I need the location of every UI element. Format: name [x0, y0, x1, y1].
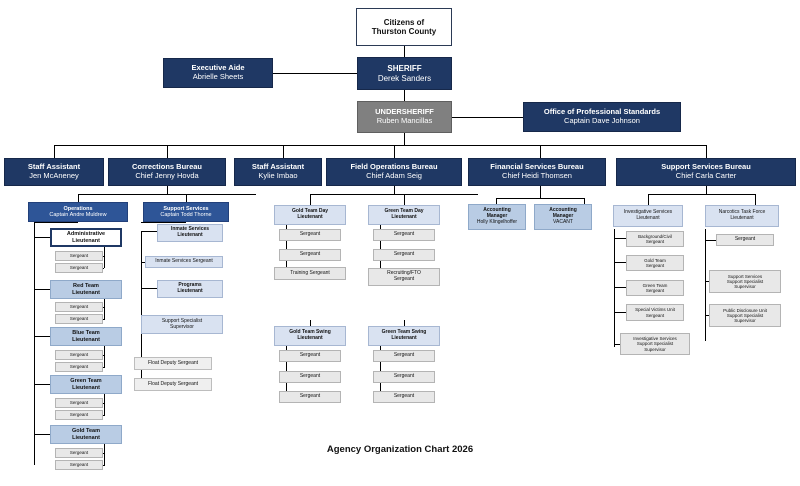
- node-gold-swing-sergeant-2-label: Sergeant: [299, 373, 321, 380]
- node-executive-aide[interactable]: [163, 58, 273, 88]
- node-narcotics-lt-line1: Narcotics Task Force: [718, 209, 766, 216]
- node-public-disclosure-line1: Public Disclosure Unit: [723, 307, 767, 313]
- node-accounting-manager-1-line2: Manager: [486, 213, 508, 220]
- node-inv-support-spec-line3: Supervisor: [644, 346, 666, 352]
- node-admin-sergeant-1-label: Sergeant: [69, 253, 89, 259]
- node-green-swing-sergeant-1[interactable]: [373, 350, 435, 362]
- node-gold-sergeant-2[interactable]: [55, 460, 103, 470]
- connector: [452, 117, 523, 118]
- connector: [540, 186, 541, 198]
- connector: [141, 288, 157, 289]
- node-gold-day-sergeant-2[interactable]: [279, 249, 341, 261]
- node-administrative-lieutenant[interactable]: [50, 228, 122, 247]
- node-gold-sergeant-1-label: Sergeant: [69, 450, 89, 456]
- node-green-team-swing-lieutenant[interactable]: [368, 326, 440, 346]
- connector: [540, 145, 541, 158]
- connector: [648, 194, 649, 205]
- node-svu-sergeant-line1: Special Victims Unit: [635, 307, 675, 313]
- node-support-spec-sup-corr-line1: Support Specialist: [161, 317, 203, 324]
- node-accounting-manager-2-line3: VACANT: [553, 218, 573, 225]
- node-field-operations-line2: Chief Adam Seig: [366, 171, 422, 180]
- node-gold-swing-sergeant-2[interactable]: [279, 371, 341, 383]
- node-undersheriff-line2: Ruben Mancillas: [376, 116, 433, 125]
- node-operations[interactable]: [28, 202, 128, 222]
- node-red-sergeant-2-label: Sergeant: [69, 316, 89, 322]
- node-float-deputy-sergeant-1-label: Float Deputy Sergeant: [147, 359, 199, 366]
- node-float-deputy-sergeant-2[interactable]: [134, 378, 212, 391]
- node-green-swing-sergeant-3[interactable]: [373, 391, 435, 403]
- node-ops-line2: Captain Dave Johnson: [564, 116, 640, 125]
- node-green-team-day-lt-line2: Lieutenant: [391, 214, 417, 220]
- node-office-professional-standards[interactable]: [523, 102, 681, 132]
- node-green-team-day-lieutenant[interactable]: [368, 205, 440, 225]
- node-public-disclosure-line2: Support Specialist: [726, 312, 764, 318]
- connector: [167, 145, 168, 158]
- node-red-sergeant-2[interactable]: [55, 314, 103, 324]
- node-gold-team-swing-lieutenant[interactable]: [274, 326, 346, 346]
- node-gold-team-lt-corr-line2: Lieutenant: [72, 434, 100, 441]
- node-programs-lt-line2: Lieutenant: [177, 288, 203, 294]
- node-investigative-services-lt-line1: Investigative Services: [623, 209, 673, 216]
- connector: [310, 194, 311, 205]
- node-gold-day-sergeant-2-label: Sergeant: [299, 251, 321, 258]
- node-field-operations-bureau[interactable]: [326, 158, 462, 186]
- node-recruiting-fto-line1: Recruiting/FTO: [387, 270, 421, 277]
- connector: [34, 237, 50, 238]
- node-gold-team-sergeant-line1: Gold Team: [644, 257, 666, 263]
- node-float-deputy-sergeant-1[interactable]: [134, 357, 212, 370]
- node-green-team-sergeant[interactable]: [626, 280, 684, 296]
- node-public-disclosure-unit[interactable]: [709, 304, 781, 327]
- node-financial-services-bureau[interactable]: [468, 158, 606, 186]
- node-accounting-manager-1[interactable]: [468, 204, 526, 230]
- node-green-sergeant-2[interactable]: [55, 410, 103, 420]
- connector: [104, 346, 105, 368]
- node-support-services-spec-line3: Supervisor: [734, 284, 756, 290]
- node-field-operations-line1: Field Operations Bureau: [350, 162, 438, 172]
- node-investigative-support-specialist-supervisor[interactable]: [620, 333, 690, 355]
- node-special-victims-unit-sergeant[interactable]: [626, 304, 684, 321]
- node-support-services-bureau-line2: Chief Carla Carter: [675, 171, 737, 180]
- node-financial-services-line2: Chief Heidi Thomsen: [502, 171, 572, 180]
- node-sheriff[interactable]: [357, 57, 452, 90]
- node-blue-team-lieutenant[interactable]: [50, 327, 122, 346]
- connector: [404, 194, 405, 205]
- connector: [648, 194, 755, 195]
- node-gold-team-lieutenant-corrections[interactable]: [50, 425, 122, 444]
- node-gold-sergeant-2-label: Sergeant: [69, 462, 89, 468]
- node-green-team-lt-corr-line2: Lieutenant: [72, 384, 100, 391]
- node-blue-team-lt-line1: Blue Team: [72, 330, 100, 337]
- node-corrections-bureau-line2: Chief Jenny Hovda: [135, 171, 199, 180]
- node-gold-team-swing-lt-line2: Lieutenant: [297, 335, 323, 341]
- node-gold-swing-sergeant-1[interactable]: [279, 350, 341, 362]
- connector: [614, 312, 626, 313]
- node-gold-team-swing-lt-line1: Gold Team Swing: [289, 329, 331, 336]
- connector: [34, 222, 78, 223]
- node-narcotics-lt-line2: Lieutenant: [730, 215, 754, 221]
- node-green-day-sergeant-2-label: Sergeant: [393, 251, 415, 258]
- node-training-sergeant-label: Training Sergeant: [290, 269, 330, 276]
- node-gold-swing-sergeant-3[interactable]: [279, 391, 341, 403]
- connector: [34, 384, 50, 385]
- connector: [54, 145, 55, 158]
- connector: [706, 186, 707, 194]
- node-green-swing-sergeant-2-label: Sergeant: [393, 373, 415, 380]
- node-staff-assistant-1-line1: Staff Assistant: [27, 162, 81, 172]
- node-red-sergeant-1-label: Sergeant: [69, 304, 89, 310]
- node-green-day-sergeant-1[interactable]: [373, 229, 435, 241]
- node-blue-sergeant-1[interactable]: [55, 350, 103, 360]
- node-support-services-spec-line1: Support Services: [727, 273, 763, 279]
- node-inmate-services-lt-line1: Inmate Services: [170, 226, 210, 233]
- connector: [614, 229, 615, 347]
- node-narcotics-sergeant-label: Sergeant: [734, 236, 756, 243]
- node-inmate-services-lt-line2: Lieutenant: [177, 232, 203, 238]
- node-admin-sergeant-1[interactable]: [55, 251, 103, 261]
- node-recruiting-fto-sergeant[interactable]: [368, 268, 440, 286]
- node-inmate-services-lieutenant[interactable]: [157, 224, 223, 242]
- node-support-services-corr-line2: Captain Todd Thorne: [160, 212, 212, 218]
- node-operations-line1: Operations: [63, 205, 93, 212]
- node-gold-team-day-lt-line2: Lieutenant: [297, 214, 323, 220]
- node-citizens[interactable]: [356, 8, 452, 46]
- node-red-team-lieutenant[interactable]: [50, 280, 122, 299]
- node-admin-lt-line2: Lieutenant: [72, 237, 100, 244]
- node-narcotics-task-force-lieutenant[interactable]: [705, 205, 779, 227]
- node-gold-team-sergeant-line2: Sergeant: [645, 263, 665, 268]
- node-gold-sergeant-1[interactable]: [55, 448, 103, 458]
- node-admin-sergeant-2[interactable]: [55, 263, 103, 273]
- node-support-services-corr-line1: Support Services: [163, 205, 209, 212]
- node-green-swing-sergeant-3-label: Sergeant: [393, 393, 415, 400]
- node-blue-sergeant-2[interactable]: [55, 362, 103, 372]
- node-green-team-day-lt-line1: Green Team Day: [384, 208, 424, 215]
- chart-title: Agency Organization Chart 2026: [326, 444, 474, 455]
- node-programs-lt-line1: Programs: [178, 282, 202, 289]
- node-undersheriff[interactable]: [357, 101, 452, 133]
- node-svu-sergeant-line2: Sergeant: [645, 312, 665, 318]
- node-green-team-swing-lt-line1: Green Team Swing: [381, 329, 427, 336]
- connector: [78, 194, 256, 195]
- node-accounting-manager-1-line1: Accounting: [483, 207, 511, 214]
- connector: [705, 240, 716, 241]
- node-red-team-lt-line1: Red Team: [73, 283, 99, 290]
- node-recruiting-fto-line2: Sergeant: [393, 276, 415, 282]
- node-green-swing-sergeant-2[interactable]: [373, 371, 435, 383]
- node-narcotics-sergeant[interactable]: [716, 234, 774, 246]
- node-green-team-sergeant-line2: Sergeant: [645, 288, 665, 293]
- node-support-spec-sup-corr-line2: Supervisor: [170, 323, 194, 330]
- connector: [310, 194, 478, 195]
- node-corrections-bureau-line1: Corrections Bureau: [131, 162, 203, 172]
- node-admin-sergeant-2-label: Sergeant: [69, 265, 89, 271]
- node-blue-sergeant-2-label: Sergeant: [69, 364, 89, 370]
- connector: [34, 289, 50, 290]
- node-accounting-manager-1-line3: Holly Klingelhoffer: [476, 218, 518, 225]
- node-accounting-manager-2-line1: Accounting: [549, 207, 577, 214]
- connector: [104, 246, 105, 268]
- node-staff-assistant-1-line2: Jen McAneney: [29, 171, 79, 180]
- connector: [404, 133, 405, 145]
- node-operations-line2: Captain Andre Muldrew: [49, 212, 107, 218]
- node-green-team-swing-lt-line2: Lieutenant: [391, 335, 417, 341]
- node-corrections-bureau[interactable]: [108, 158, 226, 186]
- node-blue-team-lt-line2: Lieutenant: [72, 336, 100, 343]
- node-training-sergeant[interactable]: [274, 267, 346, 280]
- connector: [104, 298, 105, 320]
- node-gold-team-sergeant[interactable]: [626, 255, 684, 271]
- node-support-services-bureau[interactable]: [616, 158, 796, 186]
- node-staff-assistant-1[interactable]: [4, 158, 104, 186]
- node-accounting-manager-2[interactable]: [534, 204, 592, 230]
- node-citizens-line1: Citizens of: [383, 17, 425, 27]
- connector: [404, 90, 405, 101]
- node-programs-lieutenant[interactable]: [157, 280, 223, 298]
- node-green-sergeant-1[interactable]: [55, 398, 103, 408]
- node-staff-assistant-2-line2: Kylie Imbao: [258, 171, 298, 180]
- connector: [394, 145, 395, 158]
- node-green-day-sergeant-1-label: Sergeant: [393, 231, 415, 238]
- node-undersheriff-line1: UNDERSHERIFF: [375, 107, 434, 117]
- node-support-services-bureau-line1: Support Services Bureau: [661, 162, 751, 172]
- node-inv-support-spec-line2: Support Specialist: [636, 341, 674, 347]
- node-executive-aide-line2: Abrielle Sheets: [192, 72, 244, 81]
- node-gold-swing-sergeant-1-label: Sergeant: [299, 352, 321, 359]
- connector: [614, 287, 626, 288]
- connector: [34, 222, 35, 465]
- node-green-sergeant-1-label: Sergeant: [69, 400, 89, 406]
- node-sheriff-line1: SHERIFF: [387, 64, 422, 74]
- connector: [34, 434, 50, 435]
- connector: [283, 145, 284, 158]
- node-green-sergeant-2-label: Sergeant: [69, 412, 89, 418]
- node-support-services-support-specialist-supervisor[interactable]: [709, 270, 781, 293]
- node-inv-support-spec-line1: Investigative Services: [633, 336, 677, 342]
- node-green-team-lt-corr-line1: Green Team: [70, 378, 102, 385]
- node-gold-swing-sergeant-3-label: Sergeant: [299, 393, 321, 400]
- node-citizens-line2: Thurston County: [371, 27, 437, 36]
- connector: [755, 194, 756, 205]
- connector: [141, 222, 186, 223]
- node-gold-day-sergeant-1[interactable]: [279, 229, 341, 241]
- connector: [614, 238, 626, 239]
- node-inmate-services-sergeant-label: Inmate Services Sergeant: [155, 258, 213, 265]
- node-accounting-manager-2-line2: Manager: [552, 213, 574, 220]
- node-red-team-lt-line2: Lieutenant: [72, 289, 100, 296]
- connector: [705, 229, 706, 341]
- node-gold-day-sergeant-1-label: Sergeant: [299, 231, 321, 238]
- connector: [141, 231, 157, 232]
- connector: [614, 262, 626, 263]
- connector: [34, 336, 50, 337]
- node-gold-team-day-lieutenant[interactable]: [274, 205, 346, 225]
- node-background-civil-sergeant[interactable]: [626, 231, 684, 247]
- connector: [394, 186, 395, 194]
- connector: [167, 186, 168, 194]
- node-red-sergeant-1[interactable]: [55, 302, 103, 312]
- node-float-deputy-sergeant-2-label: Float Deputy Sergeant: [147, 380, 199, 387]
- connector: [706, 145, 707, 158]
- node-executive-aide-line1: Executive Aide: [191, 63, 245, 73]
- node-staff-assistant-2-line1: Staff Assistant: [251, 162, 305, 172]
- node-green-team-sergeant-line1: Green Team: [642, 282, 668, 288]
- node-financial-services-line1: Financial Services Bureau: [490, 162, 584, 172]
- connector: [104, 444, 105, 466]
- connector: [54, 145, 706, 146]
- connector: [404, 46, 405, 57]
- node-ops-line1: Office of Professional Standards: [543, 107, 661, 117]
- node-gold-team-day-lt-line1: Gold Team Day: [291, 208, 329, 215]
- node-background-civil-line2: Sergeant: [645, 239, 665, 244]
- node-support-services-spec-line2: Support Specialist: [726, 278, 764, 284]
- connector: [104, 394, 105, 416]
- node-green-team-lieutenant-corrections[interactable]: [50, 375, 122, 394]
- node-blue-sergeant-1-label: Sergeant: [69, 352, 89, 358]
- node-public-disclosure-line3: Supervisor: [734, 318, 756, 324]
- node-green-day-sergeant-2[interactable]: [373, 249, 435, 261]
- node-gold-team-lt-corr-line1: Gold Team: [71, 428, 100, 435]
- node-sheriff-line2: Derek Sanders: [377, 73, 432, 83]
- node-admin-lt-line1: Administrative: [66, 231, 106, 238]
- connector: [496, 198, 584, 199]
- node-support-specialist-supervisor-corrections[interactable]: [141, 315, 223, 334]
- node-investigative-services-lt-line2: Lieutenant: [636, 215, 660, 221]
- node-investigative-services-lieutenant[interactable]: [613, 205, 683, 227]
- node-staff-assistant-2[interactable]: [234, 158, 322, 186]
- node-green-swing-sergeant-1-label: Sergeant: [393, 352, 415, 359]
- connector: [273, 73, 357, 74]
- node-background-civil-line1: Background/Civil: [638, 233, 672, 239]
- node-support-services-corrections[interactable]: [143, 202, 229, 222]
- node-inmate-services-sergeant[interactable]: [145, 256, 223, 268]
